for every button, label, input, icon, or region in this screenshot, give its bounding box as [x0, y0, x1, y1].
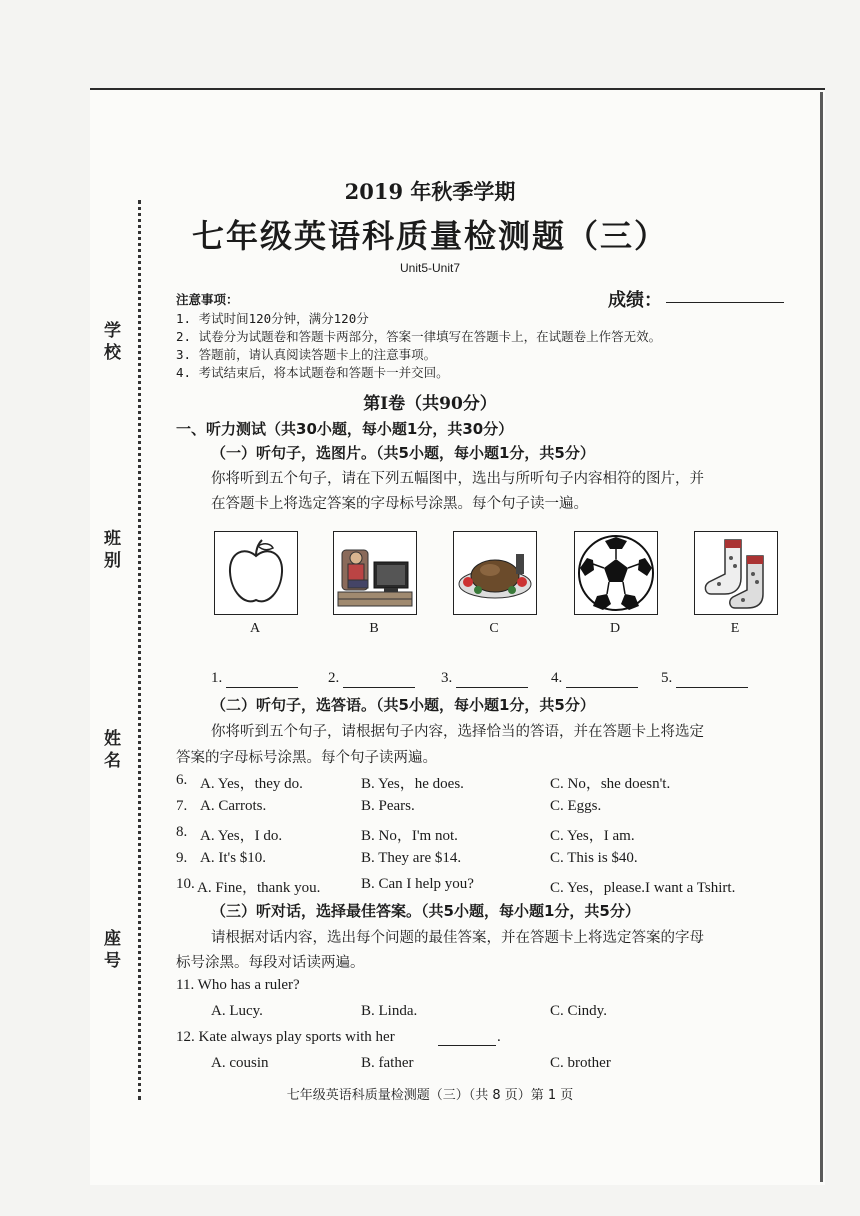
notice-item-2: 2. 试卷分为试题卷和答题卡两部分，答案一律填写在答题卡上，在试题卷上作答无效。 [176, 329, 662, 344]
q12-option-a: A. cousin [211, 1055, 269, 1071]
side-label-class: 班别 [104, 529, 121, 571]
q7-option-a: A. Carrots. [200, 798, 267, 814]
q9-option-a: A. It's $10. [200, 850, 267, 866]
exam-title: 七年级英语科质量检测题（三） [191, 217, 668, 255]
sub1-title: （一）听句子，选图片。（共5小题，每小题1分，共5分） [211, 444, 595, 462]
score-field[interactable] [666, 302, 784, 303]
answer-blank-5[interactable] [676, 687, 748, 688]
picture-b [333, 531, 417, 615]
notice-heading: 注意事项： [176, 292, 239, 307]
picture-c [453, 531, 537, 615]
picture-label-c: C [489, 621, 499, 636]
picture-label-a: A [249, 621, 261, 636]
sub3-instruction-2: 标号涂黑。每段对话读两遍。 [176, 955, 365, 971]
q11-option-a: A. Lucy. [211, 1003, 263, 1019]
side-label-name: 姓名 [104, 729, 121, 771]
q9-option-c: C. This is $40. [550, 850, 638, 866]
q12-option-c: C. brother [550, 1055, 611, 1071]
exam-term: 2019 年秋季学期 [344, 179, 516, 204]
q7-option-b: B. Pears. [361, 798, 415, 814]
picture-e [694, 531, 778, 615]
answer-blank-3[interactable] [456, 687, 528, 688]
q9-option-b: B. They are $14. [361, 850, 462, 866]
soccer-ball-icon [575, 532, 657, 614]
q10-option-b: B. Can I help you? [361, 876, 474, 892]
picture-label-e: E [730, 621, 740, 636]
binding-line [138, 200, 141, 1100]
picture-label-d: D [609, 621, 621, 636]
score-label: 成绩： [608, 290, 662, 311]
answer-blank-4[interactable] [566, 687, 638, 688]
food-plate-icon [454, 532, 536, 614]
q6-option-c: C. No，she doesn't. [550, 776, 671, 792]
answer-blank-2[interactable] [343, 687, 415, 688]
question-num-9: 9. [176, 850, 188, 866]
part1-title: 第Ⅰ卷（共90分） [363, 394, 497, 414]
picture-a [214, 531, 298, 615]
question-12-blank[interactable] [438, 1045, 496, 1046]
answer-blank-label-3: 3. [441, 670, 453, 686]
q10-option-a: A. Fine，thank you. [197, 880, 321, 896]
picture-label-b: B [369, 621, 379, 636]
section-listening: 一、听力测试（共30小题，每小题1分，共30分） [176, 420, 514, 438]
sub2-title: （二）听句子，选答语。（共5小题，每小题1分，共5分） [211, 696, 595, 714]
q8-option-c: C. Yes，I am. [550, 828, 635, 844]
question-num-7: 7. [176, 798, 188, 814]
answer-blank-1[interactable] [226, 687, 298, 688]
q11-option-c: C. Cindy. [550, 1003, 607, 1019]
exam-units: Unit5-Unit7 [399, 261, 461, 275]
side-label-school: 学校 [104, 321, 121, 363]
picture-d [574, 531, 658, 615]
q11-option-b: B. Linda. [361, 1003, 418, 1019]
socks-icon [695, 532, 777, 614]
person-watching-tv-icon [334, 532, 416, 614]
question-12-stem-end: . [497, 1029, 501, 1045]
answer-blank-label-5: 5. [661, 670, 673, 686]
page-footer: 七年级英语科质量检测题（三）（共 8 页）第 1 页 [286, 1088, 574, 1103]
side-label-seat: 座号 [104, 929, 121, 971]
apple-icon [215, 532, 297, 614]
question-num-6: 6. [176, 772, 188, 788]
sub1-instruction-1: 你将听到五个句子，请在下列五幅图中，选出与所听句子内容相符的图片，并 [211, 471, 704, 487]
question-12-stem: 12. Kate always play sports with her [176, 1029, 395, 1045]
sub3-title: （三）听对话，选择最佳答案。（共5小题，每小题1分，共5分） [211, 902, 640, 920]
q10-option-c: C. Yes，please.I want a Tshirt. [550, 880, 736, 896]
sub2-instruction-1: 你将听到五个句子，请根据句子内容，选择恰当的答语，并在答题卡上将选定 [211, 724, 704, 740]
notice-item-4: 4. 考试结束后，将本试题卷和答题卡一并交回。 [176, 365, 449, 380]
q8-option-b: B. No，I'm not. [361, 828, 458, 844]
q6-option-a: A. Yes，they do. [200, 776, 303, 792]
q7-option-c: C. Eggs. [550, 798, 602, 814]
answer-blank-label-2: 2. [328, 670, 340, 686]
question-num-8: 8. [176, 824, 188, 840]
sub1-instruction-2: 在答题卡上将选定答案的字母标号涂黑。每个句子读一遍。 [211, 496, 588, 512]
answer-blank-label-4: 4. [551, 670, 563, 686]
q6-option-b: B. Yes，he does. [361, 776, 464, 792]
notice-item-1: 1. 考试时间120分钟，满分120分 [176, 311, 369, 326]
question-num-10: 10. [176, 876, 195, 892]
q8-option-a: A. Yes，I do. [200, 828, 283, 844]
q12-option-b: B. father [361, 1055, 414, 1071]
notice-item-3: 3. 答题前，请认真阅读答题卡上的注意事项。 [176, 347, 437, 362]
sub3-instruction-1: 请根据对话内容，选出每个问题的最佳答案，并在答题卡上将选定答案的字母 [211, 930, 704, 946]
sub2-instruction-2: 答案的字母标号涂黑。每个句子读两遍。 [176, 750, 437, 766]
answer-blank-label-1: 1. [211, 670, 223, 686]
question-11-stem: 11. Who has a ruler? [176, 977, 300, 993]
